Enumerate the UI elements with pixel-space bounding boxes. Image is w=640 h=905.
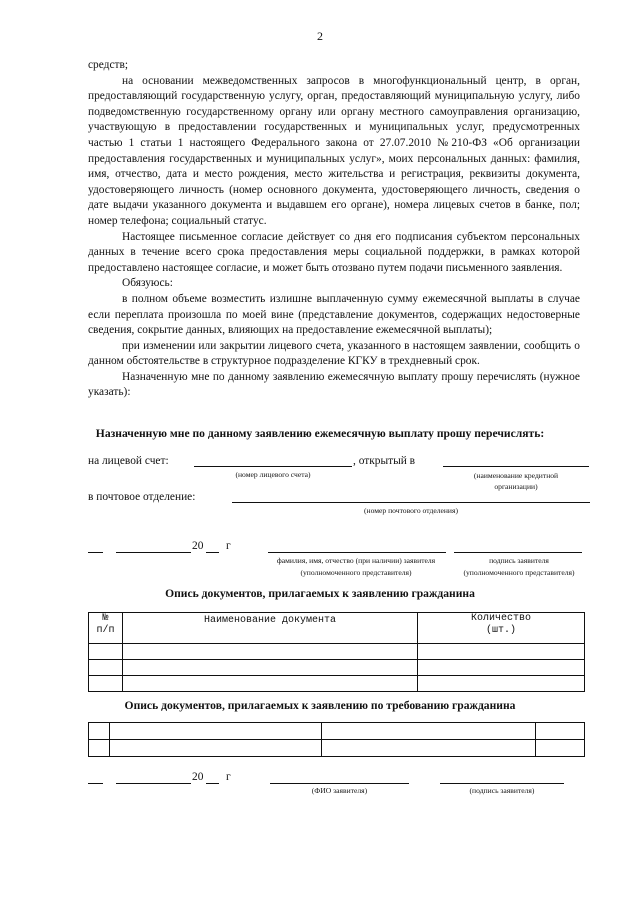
table-row (89, 676, 585, 692)
applicant-name-field[interactable] (268, 552, 446, 553)
post-office-caption: (номер почтового отделения) (363, 506, 459, 515)
page-number: 2 (317, 29, 323, 43)
table-row (89, 660, 585, 676)
post-office-label: в почтовое отделение: (88, 491, 196, 503)
date-day-field[interactable] (88, 552, 103, 553)
inventory-table (88, 612, 585, 692)
table-row (89, 740, 585, 757)
bank-name-field[interactable] (443, 466, 589, 467)
table-row (89, 723, 585, 740)
footer-year-prefix: 20 (192, 771, 204, 783)
opened-in-label: , открытый в (353, 455, 416, 467)
footer-fio-field[interactable] (270, 783, 409, 784)
footer-date-month-field[interactable] (116, 783, 191, 784)
applicant-signature-caption: подпись заявителя (уполномоченного представителя) (463, 556, 575, 577)
inventory-on-request-heading: Опись документов, прилагаемых к заявлению по требованию гражданина (124, 699, 516, 712)
account-number-field[interactable] (194, 466, 352, 467)
date-year-field[interactable] (206, 552, 219, 553)
applicant-signature-field[interactable] (454, 552, 582, 553)
footer-date-year-field[interactable] (206, 783, 219, 784)
footer-date-day-field[interactable] (88, 783, 103, 784)
paragraph: Назначенную мне по данному заявлению ежемесячную выплату прошу перечислять (нужное указать): (88, 370, 580, 399)
applicant-name-caption: фамилия, имя, отчество (при наличии) заявителя (уполномоченного представителя) (276, 556, 436, 577)
paragraph: на основании межведомственных запросов в многофункциональный центр, в орган, предоставляющий государственную услугу, орган, предоставляющий муниципальную услугу, либо подведомственную государственному органу или органу местного самоуправления организацию, участвующую в предоставлении государственных и муниципальных услуг, предусмотренных частью 1 статьи 1 настоящего Федерального закона от 27.07.2010 №210-ФЗ «Об организации предоставления государственных и муниципальных услуг», моих персональных данных: фамилия, имя, отчество, дата и место рождения, место жительства и регистрация, реквизиты документа, удостоверяющего личность (номер основного документа, удостоверяющего личность, сведения о дате выдачи указанного документа и выдавшем его органе), номера лицевых счетов в банке, пол; номер телефона; социальный статус. (88, 74, 580, 227)
footer-fio-caption: (ФИО заявителя) (311, 786, 368, 795)
paragraph: Обязуюсь: (122, 277, 173, 290)
year-prefix: 20 (192, 540, 204, 552)
account-label: на лицевой счет: (88, 455, 169, 467)
footer-signature-field[interactable] (440, 783, 564, 784)
date-month-field[interactable] (116, 552, 191, 553)
payment-heading: Назначенную мне по данному заявлению ежемесячную выплату прошу перечислять: (95, 427, 545, 440)
footer-year-suffix: г (226, 771, 231, 783)
paragraph: Настоящее письменное согласие действует со дня его подписания субъектом персональных данных в течение всего срока предоставления меры социальной поддержки, в рамках которой предоставлено настоящее согласие, и может быть отозвано путем подачи письменного заявления. (88, 230, 580, 274)
col-document-name-header: Наименование документа (123, 613, 418, 644)
year-suffix: г (226, 540, 231, 552)
inventory-on-request-table (88, 722, 585, 757)
table-row (89, 644, 585, 660)
bank-caption: (наименование кредитной организации) (473, 471, 559, 491)
col-quantity-header: Количество (шт.) (418, 613, 585, 644)
body-text (88, 58, 580, 401)
post-office-field[interactable] (232, 502, 590, 503)
footer-signature-caption: (подпись заявителя) (469, 786, 535, 795)
account-caption: (номер лицевого счета) (235, 470, 311, 479)
paragraph: средств; (88, 59, 129, 71)
paragraph: в полном объеме возместить излишне выплаченную сумму ежемесячной выплаты в случае если переплата произошла по моей вине (представление документов, содержащих недостоверные сведения, сокрытие данных, влияющих на предоставление ежемесячной выплаты); (88, 292, 580, 337)
col-number-header: № п/п (89, 613, 123, 644)
inventory-heading: Опись документов, прилагаемых к заявлению гражданина (165, 587, 475, 600)
paragraph: при изменении или закрытии лицевого счета, указанного в настоящем заявлении, сообщить о данном обстоятельстве в структурное подразделение КГКУ в трехдневный срок. (88, 339, 580, 368)
